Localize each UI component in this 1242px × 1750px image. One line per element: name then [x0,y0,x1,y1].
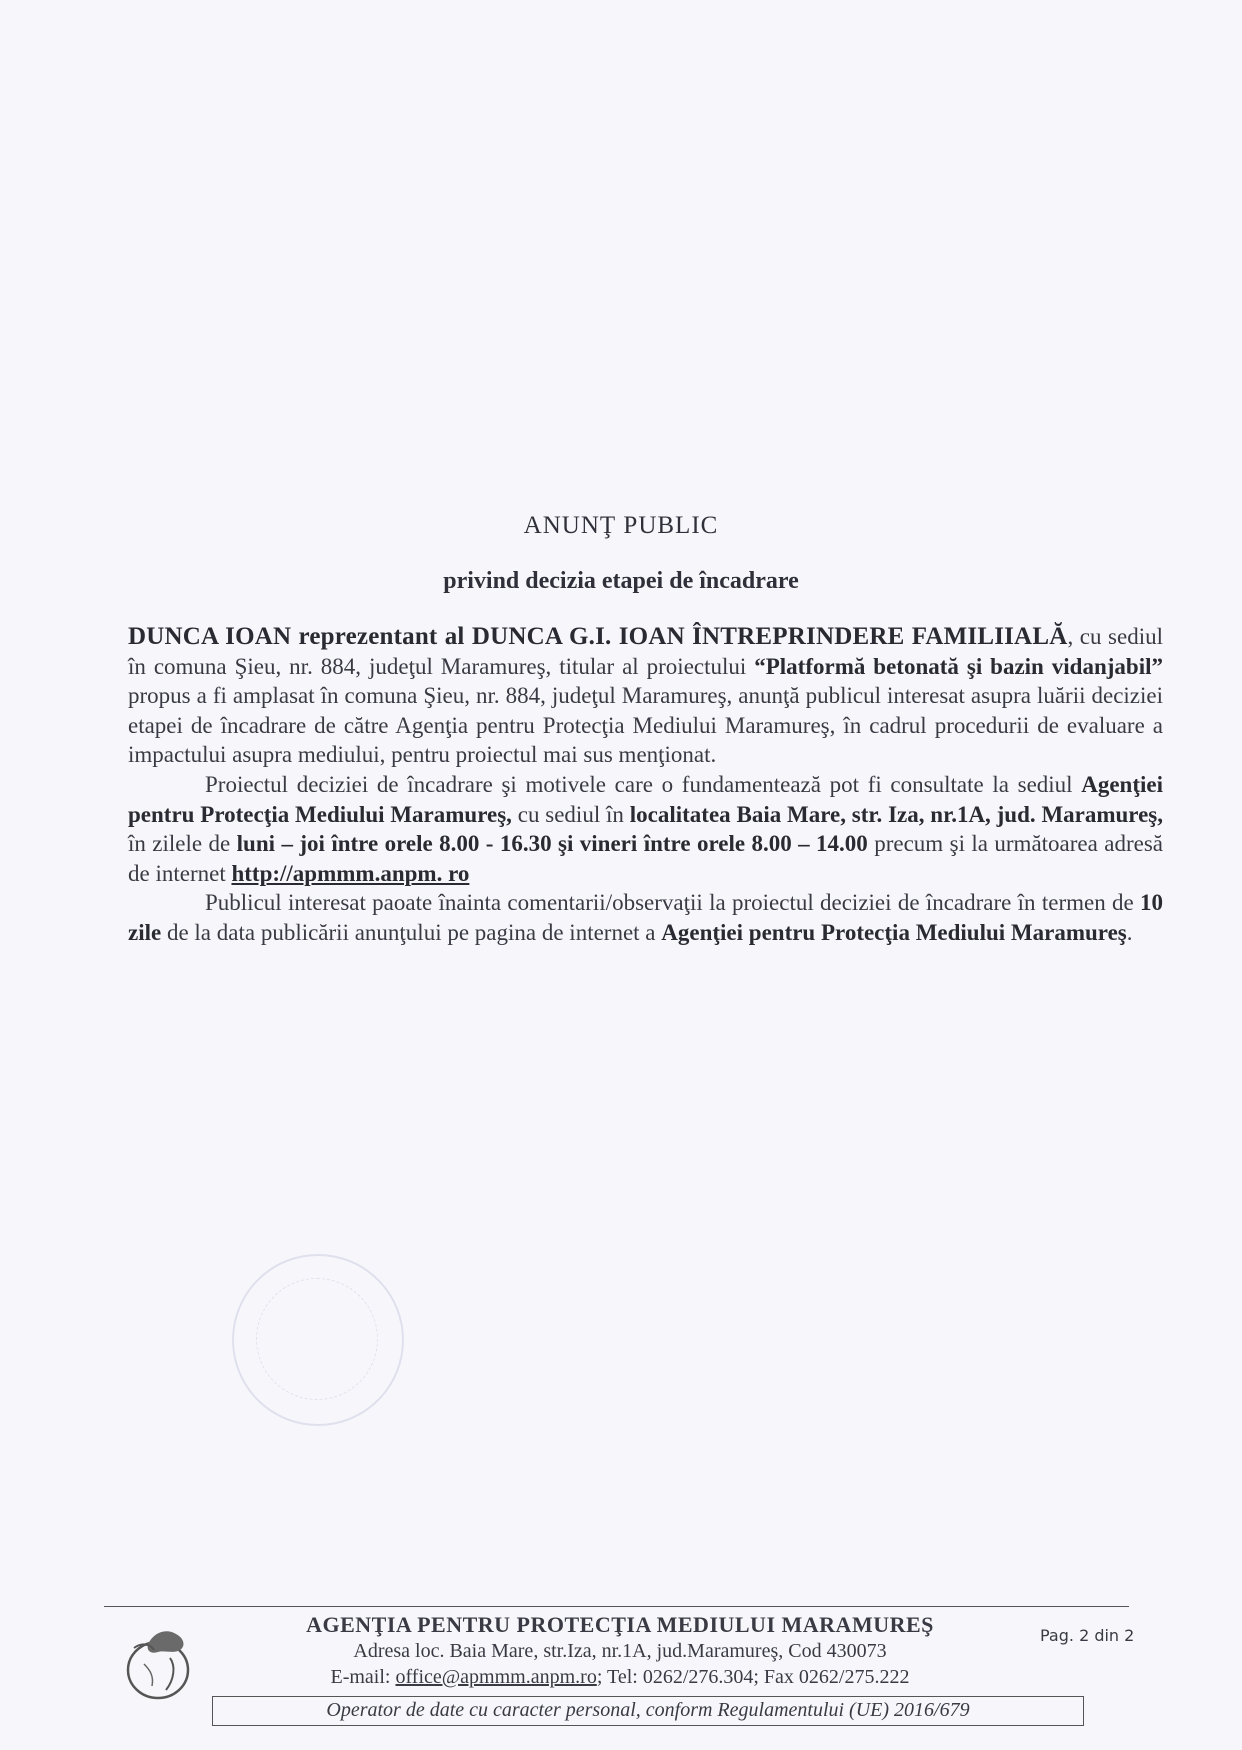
footer-agency-name: AGENŢIA PENTRU PROTECŢIA MEDIULUI MARAMUREŞ [306,1612,934,1637]
agency-name-2: Agenţiei pentru Protecţia Mediului Maramureş [661,919,1127,945]
agency-location: localitatea Baia Mare, str. Iza, nr.1A, jud. Maramureş, [629,801,1164,827]
announcement-body [128,622,1163,948]
paragraph-applicant: DUNCA IOAN reprezentant al DUNCA G.I. IOAN ÎNTREPRINDERE FAMILIIALĂ, cu sediul în comuna Şieu, nr. 884, judeţul Maramureş, titular al proiectului “Platformă betonată şi bazin vidanjabil” propus a fi amplasat în comuna Şieu, nr. 884, judeţul Maramureş, anunţă publicul interesat asupra luării deciziei etapei de încadrare de către Agenţia pentru Protecţia Mediului Maramureş, în cadrul procedurii de evaluare a impactului asupra mediului, pentru proiectul mai sus menţionat. [128,623,1163,768]
comment-deadline: 10 zile [128,890,1163,945]
footer-divider [104,1606,1129,1607]
footer-address: Adresa loc. Baia Mare, str.Iza, nr.1A, jud.Maramureş, Cod 430073 [353,1640,887,1662]
office-hours: luni – joi între orele 8.00 - 16.30 şi vineri între orele 8.00 – 14.00 [236,831,868,857]
footer-contacts: E-mail: office@apmmm.anpm.ro; Tel: 0262/276.304; Fax 0262/275.222 [330,1666,910,1688]
faded-stamp [232,1254,404,1426]
website-link[interactable]: http://apmmm.anpm. ro [231,860,470,886]
agency-name: Agenţiei pentru Protecţia Mediului Maramureş, [128,771,1163,827]
footer-email-link[interactable]: office@apmmm.anpm.ro [395,1666,597,1688]
paragraph-consultation: Proiectul deciziei de încadrare şi motivele care o fundamentează pot fi consultate la sediul Agenţiei pentru Protecţia Mediului Maramureş, cu sediul în localitatea Baia Mare, str. Iza, nr.1A, jud. Maramureş, în zilele de luni – joi între orele 8.00 - 16.30 şi vineri între orele 8.00 – 14.00 precum şi la următoarea adresă de internet http://apmmm.anpm. ro [128,771,1164,886]
paragraph-comments: Publicul interesat paoate înainta comentarii/observaţii la proiectul deciziei de încadrare în termen de 10 zile de la data publicării anunţului pe pagina de internet a Agenţiei pentru Protecţia Mediului Maramureş. [128,890,1163,945]
footer-contact-block [220,1612,1020,1690]
apm-logo-icon [114,1614,206,1706]
applicant-name: DUNCA IOAN reprezentant al DUNCA G.I. IOAN ÎNTREPRINDERE FAMILIIALĂ [128,623,1068,650]
data-operator-notice: Operator de date cu caracter personal, conform Regulamentului (UE) 2016/679 [212,1696,1084,1726]
project-name: “Platformă betonată şi bazin vidanjabil” [754,653,1163,679]
page-number: Pag. 2 din 2 [1040,1626,1135,1645]
announcement-subtitle: privind decizia etapei de încadrare [443,568,799,594]
announcement-title: ANUNŢ PUBLIC [523,512,719,539]
